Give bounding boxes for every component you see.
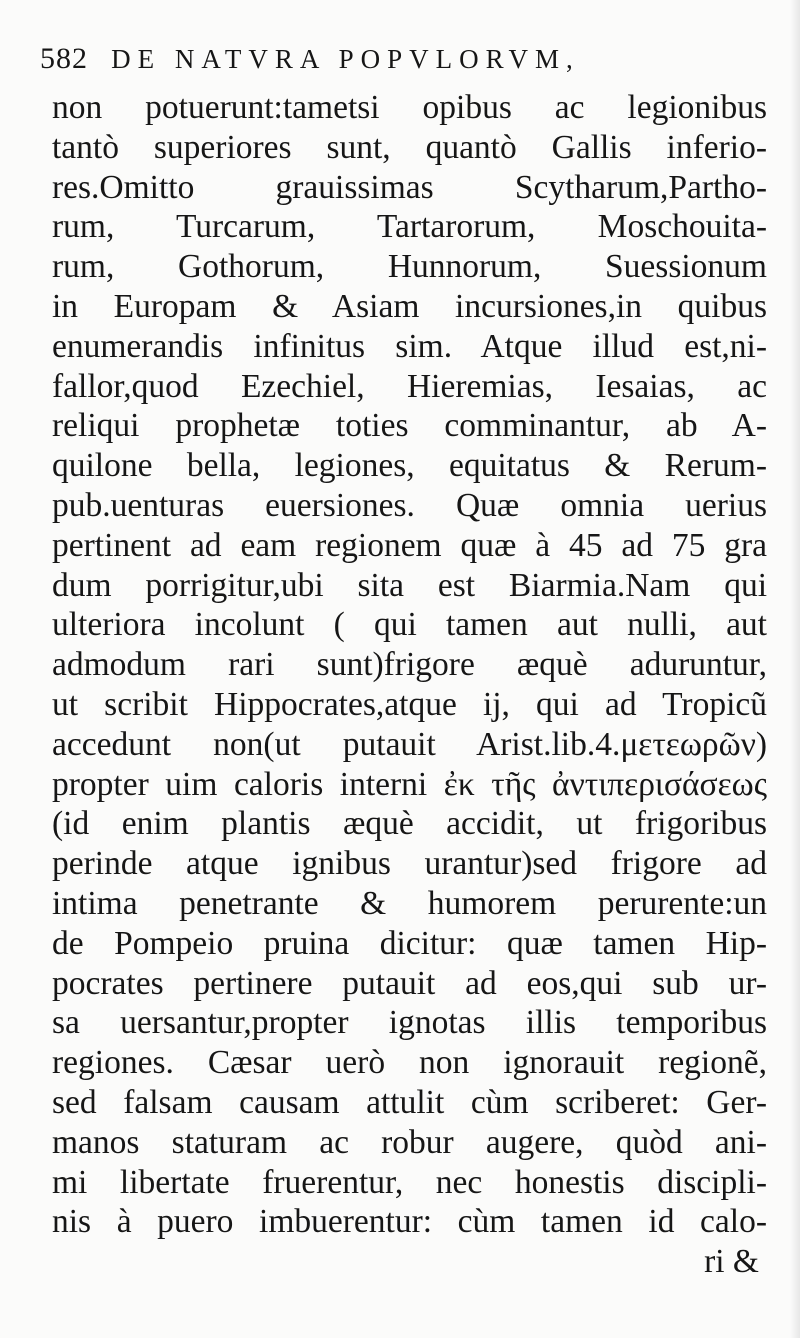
catchword: ri & [704, 1243, 759, 1281]
text-line: admodum rari sunt)frigore æquè aduruntur, [52, 646, 767, 684]
text-line: non potuerunt:tametsi opibus ac legionibus [52, 89, 767, 126]
text-block [52, 88, 767, 1282]
text-line: mi libertate fruerentur, nec honestis discipli- [52, 1163, 767, 1201]
text-line: accedunt non(ut putauit Arist.lib.4.μετεωρῶν) [52, 725, 767, 763]
text-line: ut scribit Hippocrates,atque ij, qui ad Tropicũ [52, 685, 767, 723]
text-line: rum, Gothorum, Hunnorum, Suessionum [52, 248, 767, 286]
page-number: 582 [40, 42, 88, 75]
text-line: propter uim caloris interni ἐκ τῆς ἀντιπερισάσεως [52, 765, 767, 803]
text-line: perinde atque ignibus urantur)sed frigore ad [52, 845, 767, 883]
text-line: reliqui prophetæ toties comminantur, ab A- [52, 407, 767, 445]
text-line: sed falsam causam attulit cùm scriberet: Ger- [52, 1083, 767, 1121]
page-edge-shadow [790, 0, 800, 1338]
text-line: fallor,quod Ezechiel, Hieremias, Iesaias, ac [52, 367, 767, 405]
text-line: quilone bella, legiones, equitatus & Rerum- [52, 447, 767, 485]
text-line: pub.uenturas euersiones. Quæ omnia uerius [52, 486, 767, 524]
text-line: sa uersantur,propter ignotas illis temporibus [52, 1004, 767, 1042]
text-line: ulteriora incolunt ( qui tamen aut nulli, aut [52, 606, 767, 644]
running-head [40, 42, 760, 86]
text-line: res.Omitto grauissimas Scytharum,Partho- [52, 168, 767, 206]
text-line: nis à puero imbuerentur: cùm tamen id calo- [52, 1203, 767, 1241]
running-title: DE NATVRA POPVLORVM, [111, 44, 580, 74]
text-line: intima penetrante & humorem perurente:un [52, 884, 767, 922]
text-line: tantò superiores sunt, quantò Gallis inferio- [52, 128, 767, 166]
text-line: enumerandis infinitus sim. Atque illud est,ni- [52, 327, 767, 365]
text-line: (id enim plantis æquè accidit, ut frigoribus [52, 805, 767, 843]
text-line: pertinent ad eam regionem quæ à 45 ad 75 gra [52, 526, 767, 564]
text-line: de Pompeio pruina dicitur: quæ tamen Hip- [52, 924, 767, 962]
text-line: in Europam & Asiam incursiones,in quibus [52, 287, 767, 325]
text-line: manos staturam ac robur augere, quòd ani- [52, 1123, 767, 1161]
text-line: pocrates pertinere putauit ad eos,qui sub ur- [52, 964, 767, 1002]
text-line: rum, Turcarum, Tartarorum, Moschouita- [52, 208, 767, 246]
text-line: dum porrigitur,ubi sita est Biarmia.Nam qui [52, 566, 767, 604]
text-line: regiones. Cæsar uerò non ignorauit regionẽ, [52, 1044, 767, 1082]
